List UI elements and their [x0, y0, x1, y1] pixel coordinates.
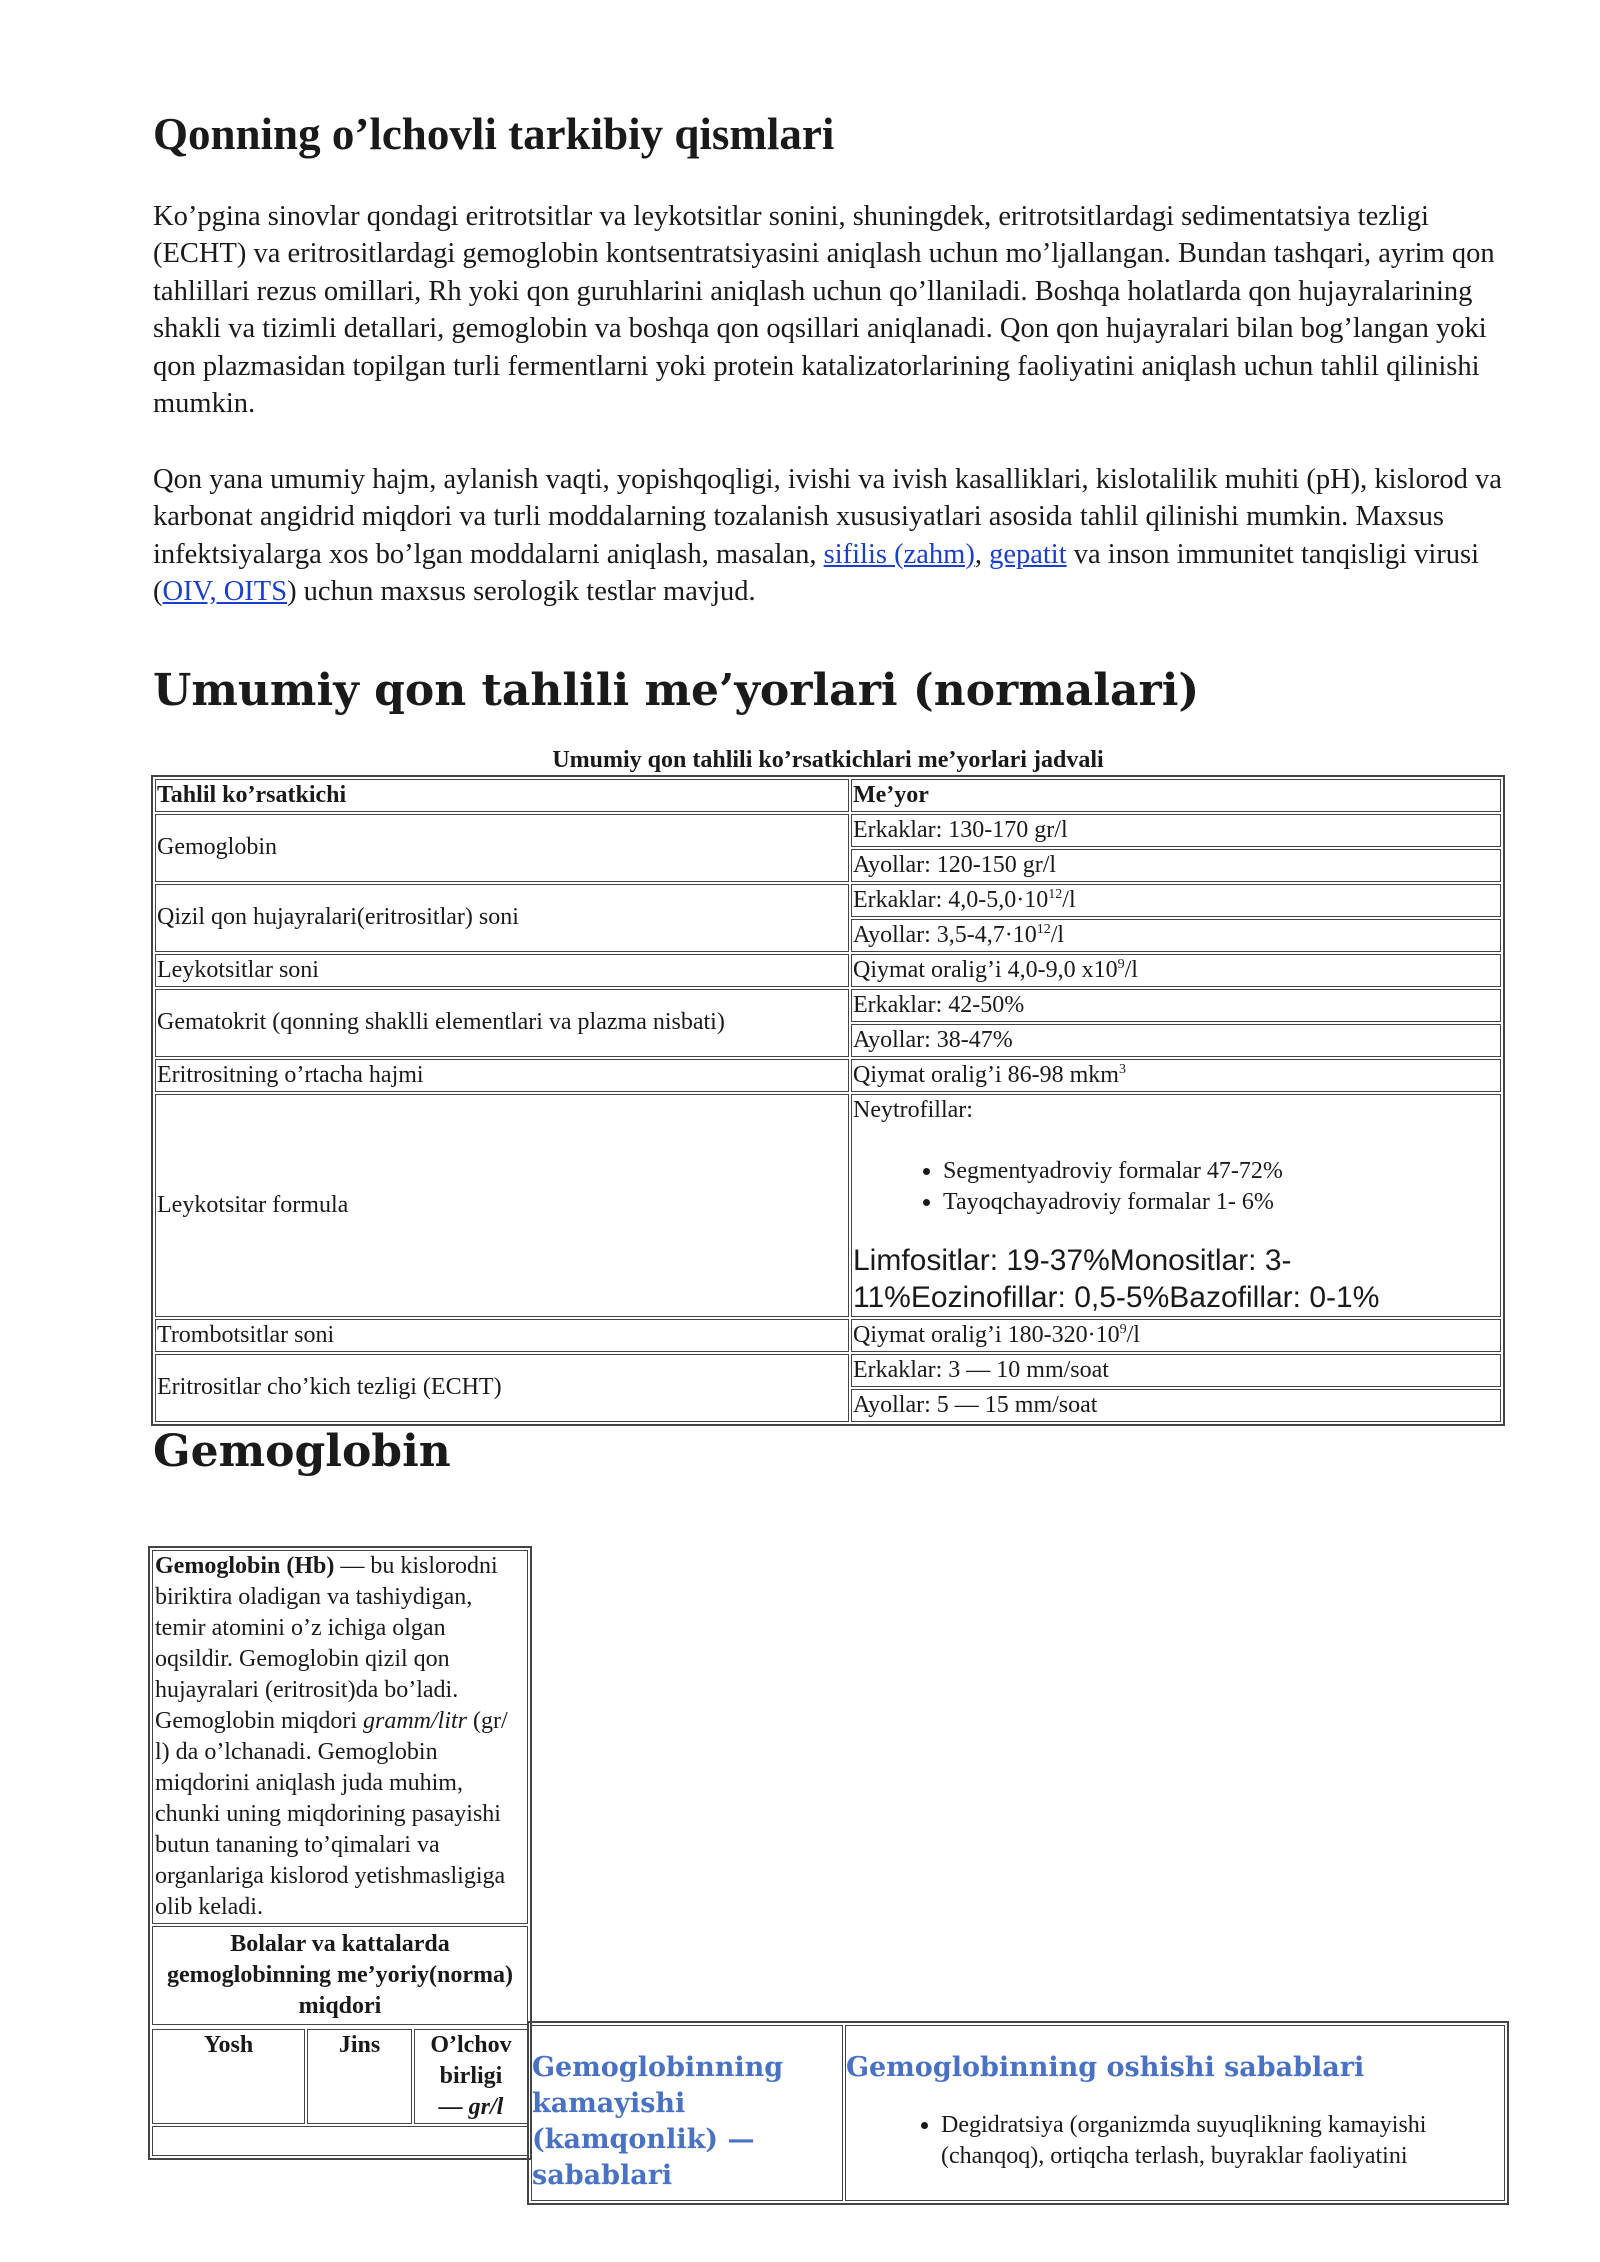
value-rbc-women: Ayollar: $3,5-4,7\cdot 10^{12}/l$	[851, 919, 1501, 952]
decrease-causes-cell	[531, 2025, 843, 2201]
value-hematocrit-women: Ayollar: 38-47%	[851, 1024, 1501, 1057]
row-label-wbc: Leykotsitlar soni	[155, 954, 849, 987]
table-row	[155, 954, 1501, 987]
value-hemoglobin-women: Ayollar: 120-150 gr/l	[851, 849, 1501, 882]
row-label-hematocrit: Gematokrit (qonning shaklli elementlari va plazma nisbati)	[155, 989, 849, 1057]
value-platelets: Qiymat oralig’i $180-320\cdot 10^9/l$	[851, 1319, 1501, 1352]
table-caption: Umumiy qon tahlili ko’rsatkichlari me’yorlari jadvali	[552, 746, 1104, 773]
norms-table	[151, 775, 1505, 1426]
row-label-hemoglobin: Gemoglobin	[155, 814, 849, 882]
hemoglobin-causes-table	[527, 2021, 1509, 2205]
row-label-esr: Eritrositlar cho’kich tezligi (ECHT)	[155, 1354, 849, 1422]
link-oiv[interactable]: OIV, OITS	[162, 576, 288, 607]
paragraph-tests: Ko’pgina sinovlar qondagi eritrotsitlar va leykotsitlar sonini, shuningdek, eritrotsitlardagi sedimentatsiya tezligi (ECHT) va eritrositlardagi gemoglobin kontsentratsiyasini aniqlash uchun mo’ljallangan. Bundan tashqari, ayrim qon tahlillari rezus omillari, Rh yoki qon guruhlarini aniqlash uchun qo’llaniladi. Boshqa holatlarda qon hujayralarining shakli va tizimli detallari, gemoglobin va boshqa qon oqsillari aniqlanadi. Qon qon hujayralari bilan bog’langan yoki qon plazmasidan topilgan turli fermentlarni yoki protein katalizatorlarining faoliyatini aniqlash uchun tahlil qilinishi mumkin.	[153, 200, 1495, 419]
page-title: Qonning o’lchovli tarkibiy qismlari	[153, 109, 835, 159]
table-row	[155, 1094, 1501, 1317]
row-label-platelets: Trombotsitlar soni	[155, 1319, 849, 1352]
link-sifilis[interactable]: sifilis (zahm)	[823, 538, 975, 570]
list-item: • Segmentyadroviy formalar 47-72%	[943, 1156, 1499, 1187]
column-header-norm: Me’yor	[851, 779, 1501, 812]
value-hemoglobin-men: Erkaklar: 130-170 gr/l	[851, 814, 1501, 847]
table-row	[155, 1059, 1501, 1092]
other-leukocytes: Limfositlar: 19-37%Monositlar: 3-11%Eozinofillar: 0,5-5%Bazofillar: 0-1%	[853, 1243, 1380, 1314]
value-rbc-men: Erkaklar: $4,0-5,0\cdot 10^{12}/l$	[851, 884, 1501, 917]
value-esr-women: Ayollar: 5 — 15 mm/soat	[851, 1389, 1501, 1422]
row-label-rbc: Qizil qon hujayralari(eritrositlar) soni	[155, 884, 849, 952]
paragraph-serology: Qon yana umumiy hajm, aylanish vaqti, yopishqoqligi, ivishi va ivish kasalliklari, kislotalilik muhiti (pH), kislorod va karbonat angidrid miqdori va turli moddalarning tozalanish xususiyatlari asosida tahlil qilinishi mumkin. Maxsus infektsiyalarga xos bo’lgan moddalarni aniqlash, masalan, sifilis (zahm), gepatit va inson immunitet tanqisligi virusi (OIV, OITS) uchun maxsus serologik testlar mavjud.	[153, 463, 1502, 607]
hemoglobin-definition: Gemoglobin (Hb) — bu kislorodni biriktira oladigan va tashiydigan, temir atomini o’z ichiga olgan oqsildir. Gemoglobin qizil qon hujayralari (eritrosit)da bo’ladi. Gemoglobin miqdori gramm/litr (gr/ l) da o’lchanadi. Gemoglobin miqdorini aniqlash juda muhim, chunki uning miqdorining pasayishi butun tananing to’qimalari va organlariga kislorod yetishmasligiga olib keladi.	[152, 1550, 528, 1924]
value-leukocyte-formula	[851, 1094, 1501, 1317]
table-row	[155, 1354, 1501, 1387]
table-row	[155, 1319, 1501, 1352]
value-wbc: Qiymat oralig’i 4,0-9,0 $x10^9/l$	[851, 954, 1501, 987]
value-mcv: Qiymat oralig’i 86-98 mkm$^3$	[851, 1059, 1501, 1092]
empty-cell	[152, 2126, 528, 2156]
hemoglobin-info-box	[148, 1546, 532, 2160]
decrease-causes-heading: Gemoglobinning kamayishi (kamqonlik) — sabablari	[532, 2052, 784, 2191]
table-row	[155, 814, 1501, 847]
table-header-row	[152, 2029, 528, 2124]
increase-causes-cell	[845, 2025, 1505, 2201]
table-header-row	[155, 779, 1501, 812]
list-item: • Tayoqchayadroviy formalar 1- 6%	[943, 1187, 1499, 1218]
hemoglobin-norm-title: Bolalar va kattalarda gemoglobinning me’yoriy(norma) miqdori	[152, 1926, 528, 2025]
neutrophils-label: Neytrofillar:	[853, 1096, 973, 1123]
column-header-unit: O’lchov birligi — gr/l	[414, 2029, 528, 2124]
table-row	[155, 989, 1501, 1022]
section-heading-norms: Umumiy qon tahlili me’yorlari (normalari)	[153, 664, 1200, 716]
increase-causes-heading: Gemoglobinning oshishi sabablari	[846, 2052, 1365, 2083]
list-item: • Degidratsiya (organizmda suyuqlikning kamayishi (chanqoq), ortiqcha terlash, buyraklar faoliyatini	[941, 2110, 1504, 2172]
document-content	[153, 110, 1503, 1476]
value-hematocrit-men: Erkaklar: 42-50%	[851, 989, 1501, 1022]
table-row	[152, 2126, 528, 2156]
hemoglobin-norm-table	[150, 2027, 530, 2158]
row-label-mcv: Eritrositning o’rtacha hajmi	[155, 1059, 849, 1092]
column-header-indicator: Tahlil ko’rsatkichi	[155, 779, 849, 812]
table-row	[155, 884, 1501, 917]
increase-causes-list	[846, 2110, 1504, 2172]
column-header-age: Yosh	[152, 2029, 305, 2124]
value-esr-men: Erkaklar: 3 — 10 mm/soat	[851, 1354, 1501, 1387]
section-heading-hemoglobin: Gemoglobin	[153, 1425, 451, 1477]
column-header-sex: Jins	[307, 2029, 412, 2124]
row-label-leukocyte-formula: Leykotsitar formula	[155, 1094, 849, 1317]
link-gepatit[interactable]: gepatit	[989, 538, 1067, 570]
neutrophil-list	[853, 1156, 1499, 1218]
